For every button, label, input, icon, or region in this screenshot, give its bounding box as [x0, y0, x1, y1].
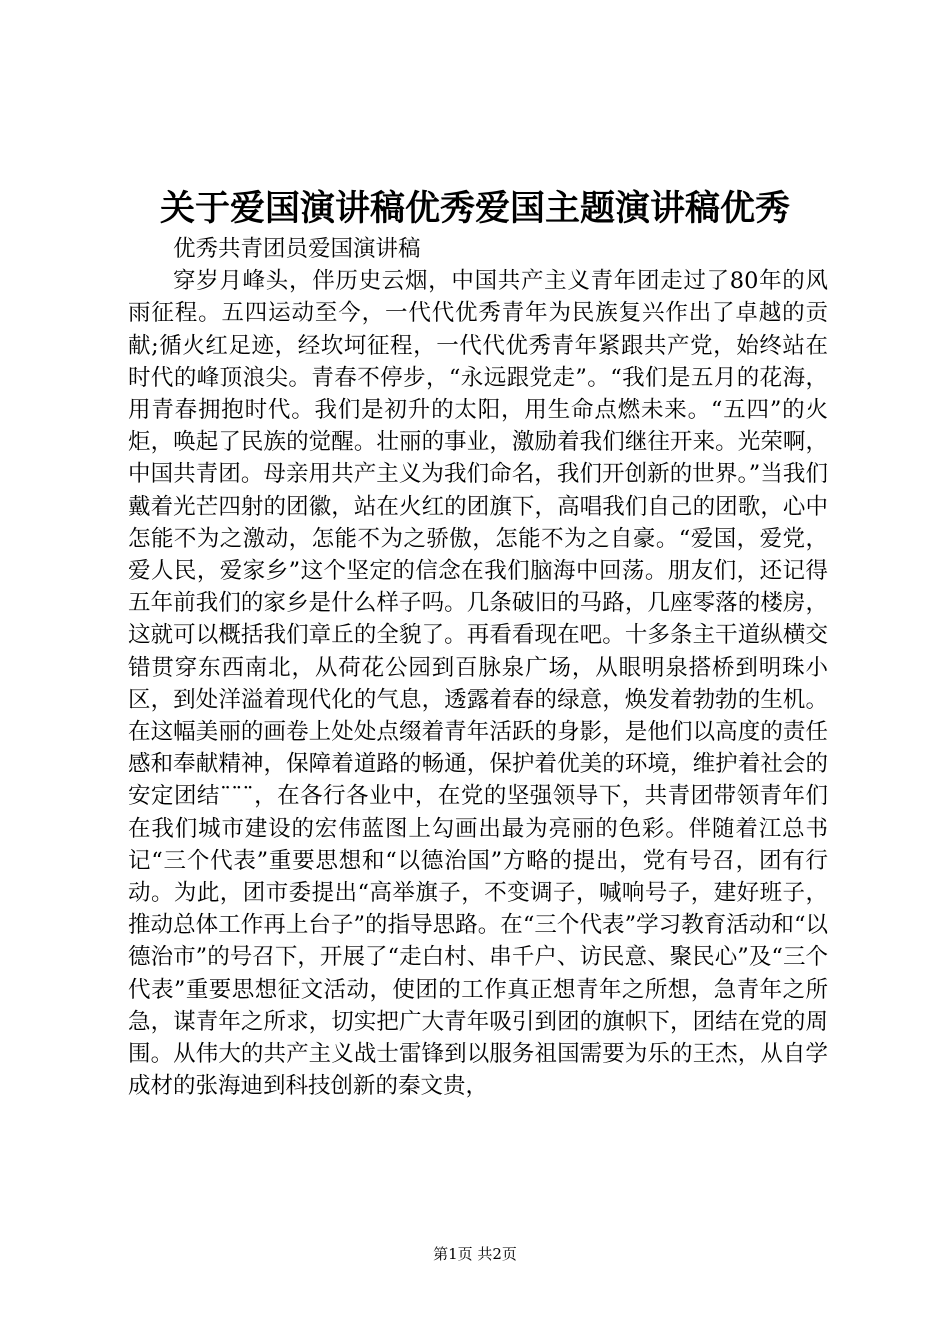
document-body	[128, 233, 828, 1102]
document-title: 关于爱国演讲稿优秀爱国主题演讲稿优秀	[159, 188, 790, 229]
page-footer: 第1页 共2页	[433, 1245, 517, 1263]
body-paragraph: 穿岁月峰头，伴历史云烟，中国共产主义青年团走过了80年的风雨征程。五四运动至今，一代代优秀青年为民族复兴作出了卓越的贡献;循火红足迹，经坎坷征程，一代代优秀青年紧跟共产党，始终站在时代的峰顶浪尖。青春不停步，“永远跟党走”。“我们是五月的花海，用青春拥抱时代。我们是初升的太阳，用生命点燃未来。“五四”的火炬，唤起了民族的觉醒。壮丽的事业，激励着我们继往开来。光荣啊，中国共青团。母亲用共产主义为我们命名，我们开创新的世界。”当我们戴着光芒四射的团徽，站在火红的团旗下，高唱我们自己的团歌，心中怎能不为之激动，怎能不为之骄傲，怎能不为之自豪。“爱国，爱党，爱人民，爱家乡”这个坚定的信念在我们脑海中回荡。朋友们，还记得五年前我们的家乡是什么样子吗。几条破旧的马路，几座零落的楼房，这就可以概括我们章丘的全貌了。再看看现在吧。十多条主干道纵横交错贯穿东西南北，从荷花公园到百脉泉广场，从眼明泉搭桥到明珠小区，到处洋溢着现代化的气息，透露着春的绿意，焕发着勃勃的生机。在这幅美丽的画卷上处处点缀着青年活跃的身影，是他们以高度的责任感和奉献精神，保障着道路的畅通，保护着优美的环境，维护着社会的安定团结¨¨¨，在各行各业中，在党的坚强领导下，共青团带领青年们在我们城市建设的宏伟蓝图上勾画出最为亮丽的色彩。伴随着江总书记“三个代表”重要思想和“以德治国”方略的提出，党有号召，团有行动。为此，团市委提出“高举旗子，不变调子，喊响号子，建好班子，推动总体工作再上台子”的指导思路。在“三个代表”学习教育活动和“以德治市”的号召下，开展了“走白村、串千户、访民意、聚民心”及“三个代表”重要思想征文活动，使团的工作真正想青年之所想，急青年之所急，谋青年之所求，切实把广大青年吸引到团的旗帜下，团结在党的周围。从伟大的共产主义战士雷锋到以服务祖国需要为乐的王杰，从自学成材的张海迪到科技创新的秦文贵，	[128, 268, 828, 1100]
document-subtitle: 优秀共青团员爱国演讲稿	[173, 236, 421, 262]
